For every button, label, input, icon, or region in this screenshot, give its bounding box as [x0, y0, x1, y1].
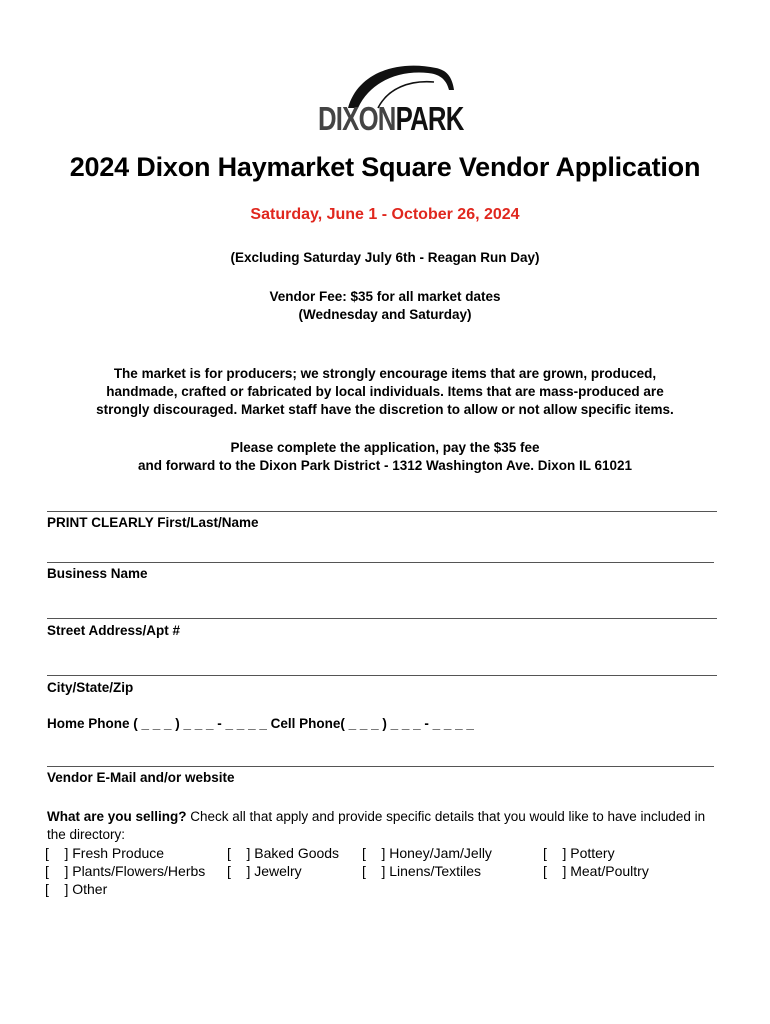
instructions-line-1: Please complete the application, pay the $35 fee	[230, 440, 540, 455]
logo-word-dixon: DIXON	[318, 100, 396, 137]
street-address-label: Street Address/Apt #	[47, 623, 181, 638]
checkbox-pottery[interactable]: [ ] Pottery	[543, 845, 615, 861]
intro-line-2: handmade, crafted or fabricated by local individuals. Items that are mass-produced are	[106, 384, 664, 399]
selling-question	[47, 808, 727, 843]
checkbox-plants-flowers-herbs[interactable]: [ ] Plants/Flowers/Herbs	[45, 863, 206, 879]
checkbox-baked-goods[interactable]: [ ] Baked Goods	[227, 845, 340, 861]
intro-line-1: The market is for producers; we strongly encourage items that are grown, produced,	[113, 366, 657, 381]
name-field[interactable]	[47, 511, 717, 512]
selling-instructions: Check all that apply and provide specific details that you would like to have included in the directory:	[47, 809, 706, 842]
city-state-zip-label: City/State/Zip	[47, 680, 134, 695]
checkbox-honey-jam-jelly[interactable]: [ ] Honey/Jam/Jelly	[362, 845, 492, 861]
business-name-label: Business Name	[47, 566, 148, 581]
logo-wordmark	[318, 100, 464, 138]
business-name-field[interactable]	[47, 562, 714, 563]
checkbox-fresh-produce[interactable]: [ ] Fresh Produce	[45, 845, 165, 861]
instructions-line-2: and forward to the Dixon Park District - 1312 Washington Ave. Dixon IL 61021	[137, 458, 633, 473]
phone-fields[interactable]: Home Phone ( _ _ _ ) _ _ _ - _ _ _ _ Cell Phone( _ _ _ ) _ _ _ - _ _ _ _	[47, 716, 474, 731]
checkbox-linens-textiles[interactable]: [ ] Linens/Textiles	[362, 863, 482, 879]
exclusion-note: (Excluding Saturday July 6th - Reagan Run Day)	[230, 250, 540, 265]
email-website-field[interactable]	[47, 766, 714, 767]
intro-line-3: strongly discouraged. Market staff have the discretion to allow or not allow specific items.	[96, 402, 674, 417]
email-website-label: Vendor E-Mail and/or website	[47, 770, 235, 785]
vendor-fee: Vendor Fee: $35 for all market dates	[269, 289, 501, 304]
city-state-zip-field[interactable]	[47, 675, 717, 676]
dixon-park-logo	[318, 60, 464, 146]
checkbox-jewelry[interactable]: [ ] Jewelry	[227, 863, 302, 879]
name-field-label: PRINT CLEARLY First/Last/Name	[47, 515, 259, 530]
selling-question-bold: What are you selling?	[47, 809, 187, 824]
vendor-fee-days: (Wednesday and Saturday)	[298, 307, 472, 322]
checkbox-other[interactable]: [ ] Other	[45, 881, 108, 897]
street-address-field[interactable]	[47, 618, 717, 619]
market-dates: Saturday, June 1 - October 26, 2024	[250, 206, 520, 223]
page-title: 2024 Dixon Haymarket Square Vendor Application	[69, 152, 701, 182]
logo-word-park: PARK	[395, 100, 464, 137]
checkbox-meat-poultry[interactable]: [ ] Meat/Poultry	[543, 863, 649, 879]
